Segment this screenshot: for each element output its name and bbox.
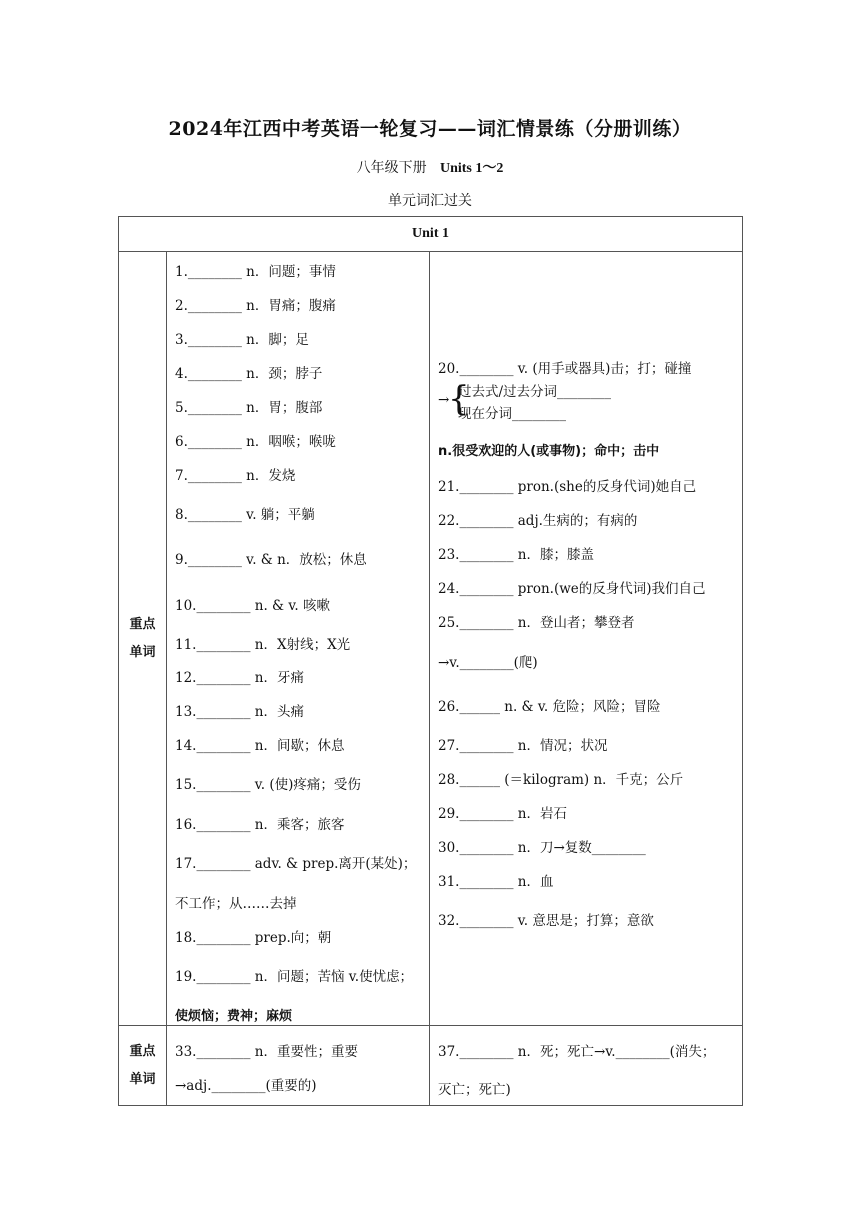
word-item-32: 32.________ v. 意思是；打算；意欲 bbox=[438, 913, 654, 929]
left-word-column bbox=[167, 252, 430, 1026]
subtitle-units: Units 1～2 bbox=[439, 161, 504, 176]
word-item-6: 6.________ n．咽喉；喉咙 bbox=[175, 434, 336, 450]
right-word-column bbox=[430, 252, 743, 1026]
word-item-17-continued: 不工作；从……去掉 bbox=[175, 896, 297, 912]
word-item-14: 14.________ n．间歇；休息 bbox=[175, 738, 345, 754]
word-item-20: 20.________ v. (用手或器具)击；打；碰撞 bbox=[438, 361, 692, 377]
row-label-line-1: 重点 bbox=[129, 616, 156, 632]
word-item-11: 11.________ n．X射线；X光 bbox=[175, 637, 351, 653]
unit-header: Unit 1 bbox=[119, 217, 743, 252]
word-20-forms-brace bbox=[438, 379, 728, 430]
row-label-line-2: 单词 bbox=[129, 644, 156, 660]
word-item-23: 23.________ n．膝；膝盖 bbox=[438, 547, 594, 563]
word-item-15: 15.________ v. (使)疼痛；受伤 bbox=[175, 777, 361, 793]
word-item-25-continued: →v.________(爬) bbox=[438, 655, 538, 671]
word-item-8: 8.________ v. 躺；平躺 bbox=[175, 507, 315, 523]
brace-icon: { bbox=[448, 379, 470, 419]
word-item-2: 2.________ n．胃痛；腹痛 bbox=[175, 298, 336, 314]
word-item-3: 3.________ n．脚；足 bbox=[175, 332, 309, 348]
word-item-31: 31.________ n．血 bbox=[438, 874, 554, 890]
word-item-5: 5.________ n．胃；腹部 bbox=[175, 400, 323, 416]
word-item-30: 30.________ n．刀→复数________ bbox=[438, 840, 646, 856]
word-item-28: 28.______ (＝kilogram) n．千克；公斤 bbox=[438, 772, 684, 788]
word-item-21: 21.________ pron.(she的反身代词)她自己 bbox=[438, 479, 697, 495]
word-item-33-continued: →adj.________(重要的) bbox=[175, 1078, 317, 1094]
bottom-left-word-column bbox=[167, 1026, 430, 1106]
vocabulary-table bbox=[118, 216, 743, 1106]
word-item-10: 10.________ n. & v. 咳嗽 bbox=[175, 598, 330, 614]
word-item-1: 1.________ n．问题；事情 bbox=[175, 264, 336, 280]
word-item-17: 17.________ adv. & prep.离开(某处)； bbox=[175, 856, 417, 872]
row-label-key-words-2 bbox=[119, 1026, 167, 1106]
row-label-key-words bbox=[119, 252, 167, 1026]
word-item-9: 9.________ v. & n．放松；休息 bbox=[175, 552, 367, 568]
word-item-19-continued: 使烦恼；费神；麻烦 bbox=[175, 1009, 293, 1024]
word-item-18: 18.________ prep.向；朝 bbox=[175, 930, 332, 946]
word-item-26: 26.______ n. & v. 危险；风险；冒险 bbox=[438, 699, 661, 715]
word-item-19: 19.________ n．问题；苦恼 v.使忧虑； bbox=[175, 969, 414, 985]
word-item-24: 24.________ pron.(we的反身代词)我们自己 bbox=[438, 581, 706, 597]
word-item-37-continued: 灭亡；死亡) bbox=[438, 1082, 511, 1098]
word-item-27: 27.________ n．情况；状况 bbox=[438, 738, 608, 754]
word-20-present-participle: 现在分词________ bbox=[458, 406, 566, 422]
word-item-22: 22.________ adj.生病的；有病的 bbox=[438, 513, 638, 529]
subtitle-grade: 八年级下册 bbox=[356, 160, 427, 176]
bottom-right-word-column bbox=[430, 1026, 743, 1106]
row-label-line-1: 重点 bbox=[129, 1043, 156, 1059]
word-item-7: 7.________ n．发烧 bbox=[175, 468, 296, 484]
word-item-25: 25.________ n．登山者；攀登者 bbox=[438, 615, 635, 631]
row-label-line-2: 单词 bbox=[129, 1071, 156, 1087]
word-20-noun-meaning: n.很受欢迎的人(或事物)；命中；击中 bbox=[438, 444, 660, 459]
word-20-past-form: 过去式/过去分词________ bbox=[458, 384, 612, 400]
word-item-13: 13.________ n．头痛 bbox=[175, 704, 304, 720]
word-item-12: 12.________ n．牙痛 bbox=[175, 670, 304, 686]
arrow-symbol: → bbox=[438, 392, 450, 408]
word-item-37: 37.________ n．死；死亡→v.________(消失； bbox=[438, 1044, 716, 1060]
document-subtitle bbox=[0, 157, 860, 177]
word-item-33: 33.________ n．重要性；重要 bbox=[175, 1044, 358, 1060]
word-item-29: 29.________ n．岩石 bbox=[438, 806, 567, 822]
word-item-4: 4.________ n．颈；脖子 bbox=[175, 366, 323, 382]
word-item-16: 16.________ n．乘客；旅客 bbox=[175, 817, 345, 833]
document-title: 2024年江西中考英语一轮复习——词汇情景练（分册训练） bbox=[168, 118, 692, 140]
section-heading: 单元词汇过关 bbox=[388, 193, 472, 209]
